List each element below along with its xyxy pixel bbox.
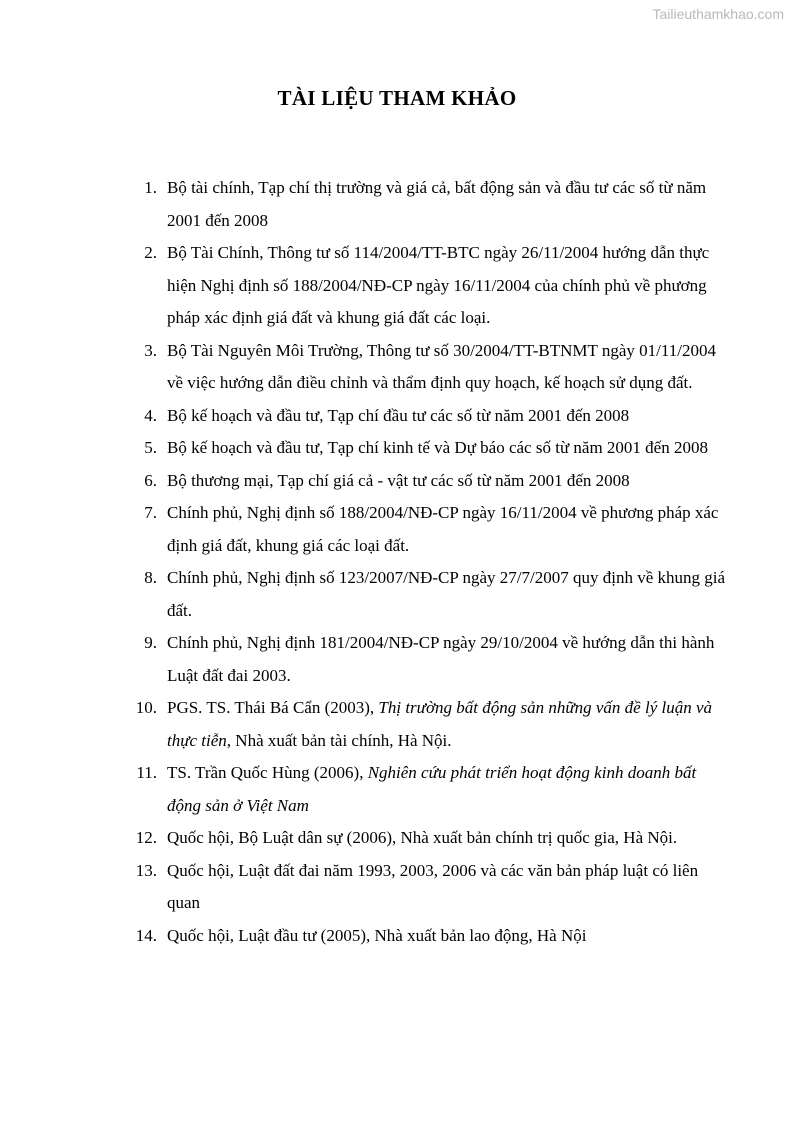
reference-number: 5. <box>144 438 157 457</box>
reference-text <box>157 692 733 757</box>
reference-item <box>108 855 733 920</box>
reference-number: 12. <box>135 828 157 847</box>
reference-item <box>108 822 733 855</box>
watermark: Tailieuthamkhao.com <box>652 6 784 22</box>
reference-text: Bộ kế hoạch và đầu tư, Tạp chí kinh tế và Dự báo các số từ năm 2001 đến 2008 <box>167 438 708 457</box>
reference-text: Chính phủ, Nghị định số 123/2007/NĐ-CP ngày 27/7/2007 quy định về khung giá đất. <box>167 568 726 620</box>
reference-text <box>157 757 733 822</box>
reference-item <box>108 920 733 953</box>
reference-number: 11. <box>136 763 157 782</box>
reference-item <box>108 237 733 335</box>
reference-text: Quốc hội, Bộ Luật dân sự (2006), Nhà xuất bản chính trị quốc gia, Hà Nội. <box>167 828 678 847</box>
reference-item <box>108 432 733 465</box>
reference-number: 14. <box>135 925 157 945</box>
reference-title: Nghiên cứu phát triển hoạt động kinh doanh bất động sản ở Việt Nam <box>167 763 697 815</box>
reference-title: Thị trường bất động sản những vấn đề lý luận và thực tiễn <box>167 698 713 750</box>
reference-publisher: , Nhà xuất bản tài chính, Hà Nội. <box>226 730 452 750</box>
reference-item <box>108 335 733 400</box>
reference-text: Bộ Tài Nguyên Môi Trường, Thông tư số 30/2004/TT-BTNMT ngày 01/11/2004 về việc hướng dẫn điều chỉnh và thẩm định quy hoạch, kế hoạch sử dụng đất. <box>167 340 716 392</box>
reference-author: TS. Trần Quốc Hùng (2006), <box>167 763 368 782</box>
reference-number: 1. <box>144 178 157 197</box>
reference-list <box>108 172 733 952</box>
page-title: TÀI LIỆU THAM KHẢO <box>277 86 517 110</box>
reference-item <box>108 692 733 757</box>
reference-item <box>108 627 733 692</box>
reference-number: 7. <box>144 503 157 522</box>
reference-text: Quốc hội, Luật đất đai năm 1993, 2003, 2006 và các văn bản pháp luật có liên quan <box>167 860 699 912</box>
reference-item <box>108 172 733 237</box>
reference-text: Chính phủ, Nghị định số 188/2004/NĐ-CP ngày 16/11/2004 về phương pháp xác định giá đất, khung giá các loại đất. <box>167 503 719 555</box>
reference-item <box>108 465 733 498</box>
reference-item <box>108 757 733 822</box>
reference-author: PGS. TS. Thái Bá Cẩn (2003), <box>167 698 379 717</box>
reference-item <box>108 497 733 562</box>
reference-number: 3. <box>144 340 157 360</box>
reference-text: Bộ Tài Chính, Thông tư số 114/2004/TT-BTC ngày 26/11/2004 hướng dẫn thực hiện Nghị định số 188/2004/NĐ-CP ngày 16/11/2004 của chính phủ về phương pháp xác định giá đất và khung giá đất các loại. <box>167 243 710 327</box>
reference-number: 4. <box>144 405 157 425</box>
reference-item <box>108 400 733 433</box>
reference-number: 13. <box>135 860 157 880</box>
reference-number: 9. <box>144 633 157 652</box>
reference-text: Bộ tài chính, Tạp chí thị trường và giá cả, bất động sản và đầu tư các số từ năm 2001 đến 2008 <box>167 178 707 230</box>
reference-text: Bộ thương mại, Tạp chí giá cả - vật tư các số từ năm 2001 đến 2008 <box>167 470 630 490</box>
reference-number: 6. <box>144 470 157 490</box>
reference-item <box>108 562 733 627</box>
reference-text: Chính phủ, Nghị định 181/2004/NĐ-CP ngày 29/10/2004 về hướng dẫn thi hành Luật đất đai 2003. <box>167 633 715 685</box>
reference-number: 10. <box>135 698 157 717</box>
reference-number: 8. <box>144 568 157 587</box>
reference-text: Bộ kế hoạch và đầu tư, Tạp chí đầu tư các số từ năm 2001 đến 2008 <box>167 405 630 425</box>
reference-number: 2. <box>144 243 157 262</box>
reference-text: Quốc hội, Luật đầu tư (2005), Nhà xuất bản lao động, Hà Nội <box>167 925 587 945</box>
